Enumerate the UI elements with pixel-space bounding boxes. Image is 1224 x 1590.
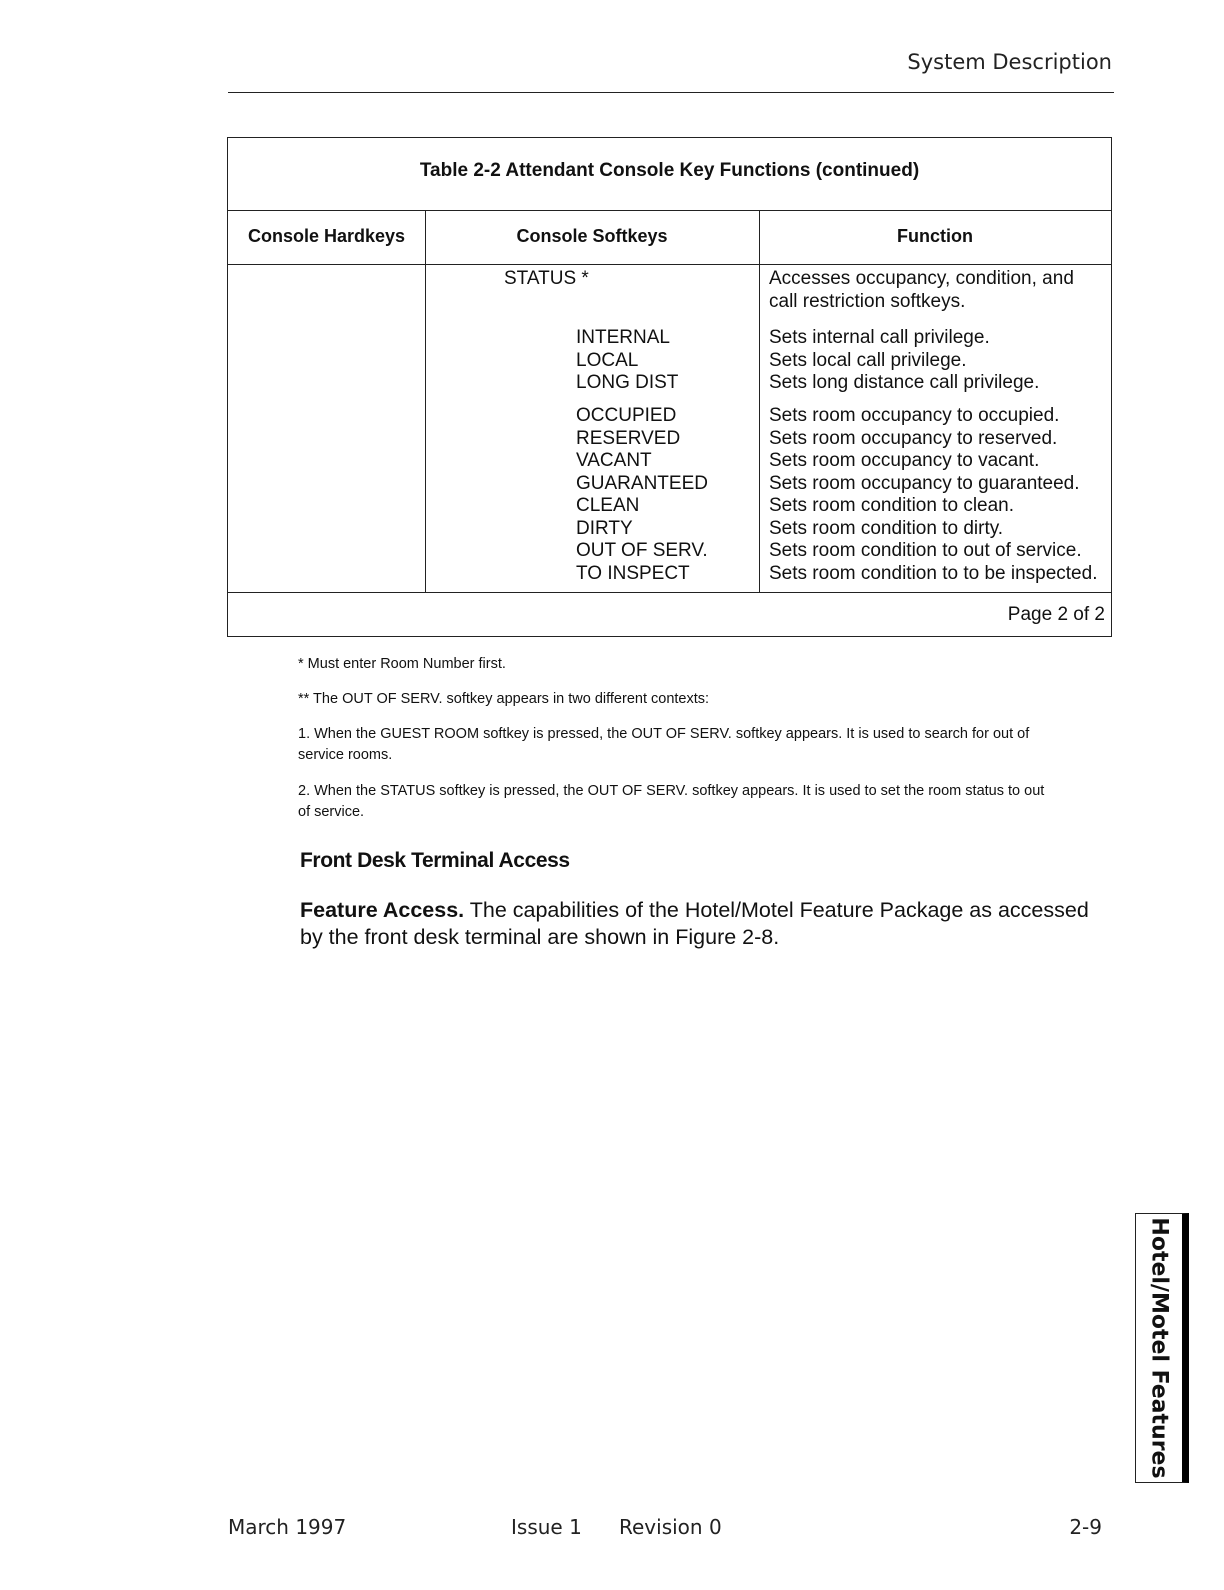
softkey-dirty: DIRTY [576,517,633,539]
section-heading: Front Desk Terminal Access [300,849,570,872]
paragraph-lead: Feature Access. [300,898,465,922]
softkey-status: STATUS * [504,268,589,289]
header-rule [228,92,1114,93]
function-line: Sets room condition to to be inspected. [769,562,1098,584]
softkey-group-room-status [576,405,708,585]
header-divider [228,264,1111,265]
column-header-hardkeys: Console Hardkeys [247,226,406,246]
running-header: System Description [907,50,1112,74]
function-line: Accesses occupancy, condition, and [769,268,1074,289]
footnote-line: service rooms. [298,747,393,763]
caption-divider [228,210,1111,211]
footnote-line: 2. When the STATUS softkey is pressed, the OUT OF SERV. softkey appears. It is used to set the room status to out [298,783,1045,799]
column-divider-1 [425,210,426,592]
footnote-1: * Must enter Room Number first. [298,656,506,672]
footnote-line: of service. [298,804,365,820]
function-line: Sets local call privilege. [769,349,967,371]
footer-date: March 1997 [228,1515,347,1539]
function-line: Sets internal call privilege. [769,327,990,348]
paragraph-text: The capabilities of the Hotel/Motel Feature Package as accessed by the front desk terminal are shown in Figure 2-8. [300,898,1089,949]
table-page-indicator: Page 2 of 2 [1007,604,1105,625]
chapter-tab-label: Hotel/Motel Features [1146,1217,1172,1479]
column-header-softkeys: Console Softkeys [516,226,668,246]
table-caption: Table 2-2 Attendant Console Key Functions (continued) [419,160,920,181]
function-line: Sets room occupancy to vacant. [769,450,1040,471]
softkey-vacant: VACANT [576,450,652,471]
footer-issue: Issue 1 [511,1515,582,1539]
footer-page-number: 2-9 [1069,1515,1102,1539]
chapter-tab [1135,1213,1189,1483]
softkey-group-call-privilege [576,327,678,395]
function-line: Sets room condition to clean. [769,495,1015,516]
function-line: Sets long distance call privilege. [769,372,1040,393]
softkey-internal: INTERNAL [576,327,670,348]
softkey-out-of-serv: OUT OF SERV. [576,540,708,561]
softkey-guaranteed: GUARANTEED [576,472,708,494]
footer-divider [228,592,1111,593]
body-paragraph [300,897,1110,951]
column-header-function: Function [897,226,973,246]
softkey-reserved: RESERVED [576,427,681,449]
softkey-clean: CLEAN [576,495,640,516]
function-status [769,268,1074,313]
softkey-local: LOCAL [576,349,639,371]
column-divider-2 [759,210,760,592]
softkey-occupied: OCCUPIED [576,405,677,426]
function-line: Sets room occupancy to reserved. [769,427,1058,449]
footnote-item-1 [298,724,1132,766]
function-line: Sets room condition to dirty. [769,517,1004,539]
footnote-line: 1. When the GUEST ROOM softkey is pressed, the OUT OF SERV. softkey appears. It is used to search for out of [298,726,1030,742]
function-line: call restriction softkeys. [769,290,966,312]
function-line: Sets room occupancy to guaranteed. [769,472,1080,494]
function-line: Sets room occupancy to occupied. [769,405,1060,426]
function-line: Sets room condition to out of service. [769,540,1082,561]
footnote-2: ** The OUT OF SERV. softkey appears in two different contexts: [298,691,710,707]
footnote-item-2 [298,781,1132,823]
function-group-room-status [769,405,1097,585]
footer-revision: Revision 0 [619,1515,722,1539]
function-group-call-privilege [769,327,1039,395]
softkey-to-inspect: TO INSPECT [576,562,690,584]
softkey-long-dist: LONG DIST [576,372,679,393]
key-functions-table [227,137,1112,637]
